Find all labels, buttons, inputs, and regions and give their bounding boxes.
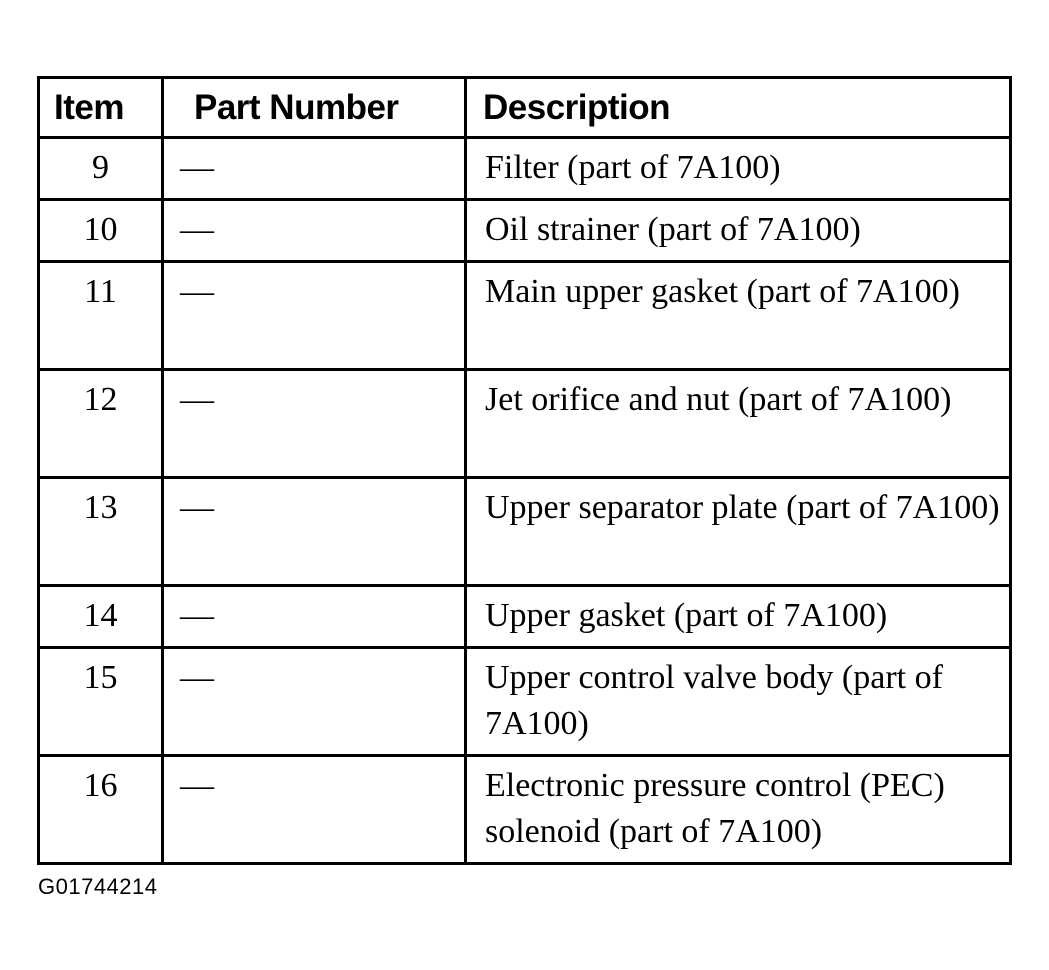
part-number-cell: — — [163, 200, 466, 262]
table-row — [39, 138, 1011, 200]
table-header-row — [39, 78, 1011, 138]
item-cell: 9 — [39, 138, 163, 200]
part-number-cell: — — [163, 478, 466, 586]
part-number-cell: — — [163, 138, 466, 200]
description-cell: Upper separator plate (part of 7A100) — [466, 478, 1011, 586]
description-cell: Jet orifice and nut (part of 7A100) — [466, 370, 1011, 478]
description-cell: Filter (part of 7A100) — [466, 138, 1011, 200]
header-part-number: Part Number — [163, 78, 466, 138]
item-cell: 13 — [39, 478, 163, 586]
description-cell: Electronic pressure control (PEC) solenoid (part of 7A100) — [466, 756, 1011, 864]
description-cell: Upper gasket (part of 7A100) — [466, 586, 1011, 648]
item-cell: 16 — [39, 756, 163, 864]
item-cell: 12 — [39, 370, 163, 478]
table-row — [39, 648, 1011, 756]
table-row — [39, 262, 1011, 370]
table-row — [39, 200, 1011, 262]
description-cell: Upper control valve body (part of 7A100) — [466, 648, 1011, 756]
table-row — [39, 586, 1011, 648]
part-number-cell: — — [163, 262, 466, 370]
parts-table — [37, 76, 1012, 865]
description-cell: Main upper gasket (part of 7A100) — [466, 262, 1011, 370]
part-number-cell: — — [163, 756, 466, 864]
part-number-cell: — — [163, 648, 466, 756]
item-cell: 11 — [39, 262, 163, 370]
item-cell: 14 — [39, 586, 163, 648]
figure-id: G01744214 — [38, 874, 158, 899]
table-row — [39, 370, 1011, 478]
table-row — [39, 478, 1011, 586]
description-cell: Oil strainer (part of 7A100) — [466, 200, 1011, 262]
header-item: Item — [39, 78, 163, 138]
item-cell: 15 — [39, 648, 163, 756]
header-description: Description — [466, 78, 1011, 138]
part-number-cell: — — [163, 370, 466, 478]
item-cell: 10 — [39, 200, 163, 262]
part-number-cell: — — [163, 586, 466, 648]
table-row — [39, 756, 1011, 864]
